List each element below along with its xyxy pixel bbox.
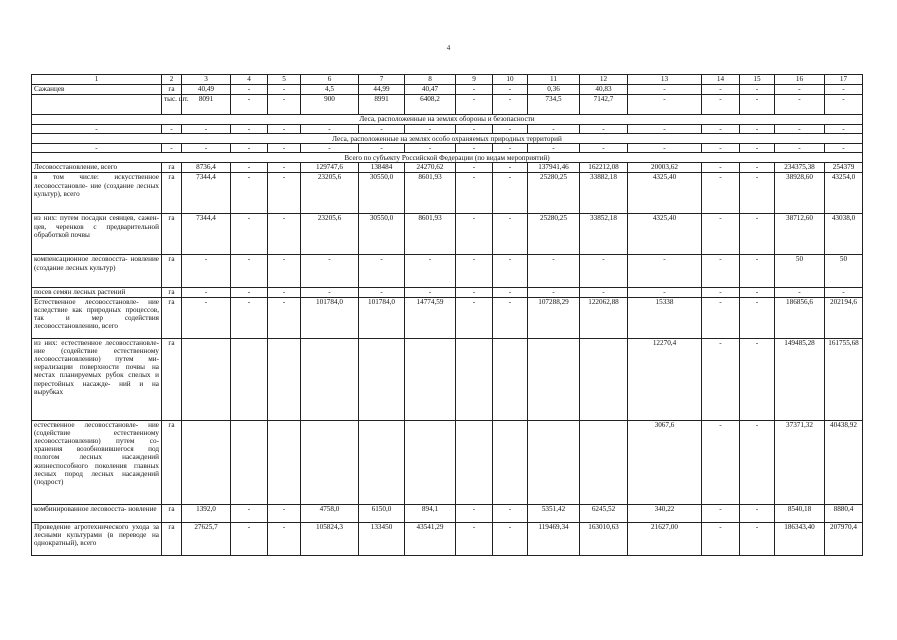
dash-cell: - (775, 144, 825, 153)
value-cell: 138484 (359, 163, 405, 173)
value-cell: - (182, 288, 231, 297)
value-cell: - (493, 288, 528, 297)
row-label: Проведение агротехнического ухода за лесными культурами (в переводе на однократный), всего (32, 522, 162, 555)
value-cell: 43254,0 (825, 173, 863, 214)
dash-cell: - (301, 144, 359, 153)
unit-cell: га (162, 420, 182, 504)
row-label: естественное лесовосстановле- ние (содействие естественному лесовосстановлению) путем со- хранения возобновившегося под пологом лесных насаждений жизнеспособного поколения главных лесных пород лесных насаждений (подрост) (32, 420, 162, 504)
section-title: Леса, расположенные на землях обороны и безопасности (32, 115, 863, 125)
value-cell: - (268, 288, 301, 297)
value-cell: - (528, 288, 580, 297)
value-cell: - (359, 255, 405, 288)
unit-cell: га (162, 338, 182, 420)
row-label: Сажанцев (32, 85, 162, 95)
value-cell: 4325,40 (628, 173, 702, 214)
value-cell: - (456, 163, 493, 173)
value-cell: 50 (825, 255, 863, 288)
value-cell: 25280,25 (528, 214, 580, 255)
value-cell: 8601,93 (405, 214, 456, 255)
value-cell: - (740, 522, 775, 555)
table-body (32, 75, 863, 556)
header-row (32, 75, 863, 85)
value-cell: 1392,0 (182, 504, 231, 522)
value-cell: 14774,59 (405, 297, 456, 338)
value-cell (301, 338, 359, 420)
value-cell: - (182, 255, 231, 288)
value-cell: 254379 (825, 163, 863, 173)
unit-cell: га (162, 297, 182, 338)
value-cell: - (493, 173, 528, 214)
value-cell: 21627,00 (628, 522, 702, 555)
value-cell: 186343,40 (775, 522, 825, 555)
dash-cell: - (405, 144, 456, 153)
section-row-defense (32, 115, 863, 125)
dash-cell: - (405, 125, 456, 134)
dash-cell: - (231, 144, 268, 153)
value-cell: 6408,2 (405, 95, 456, 115)
table-row (32, 163, 863, 173)
value-cell: 105824,3 (301, 522, 359, 555)
value-cell: - (702, 173, 740, 214)
section-row-total (32, 153, 863, 163)
value-cell: 24270,62 (405, 163, 456, 173)
value-cell: 101784,0 (359, 297, 405, 338)
value-cell: - (493, 95, 528, 115)
column-number: 15 (740, 75, 775, 85)
dash-cell: - (268, 144, 301, 153)
dash-cell: - (628, 144, 702, 153)
section-title: Всего по субъекту Российской Федерации (по видам мероприятий) (32, 153, 863, 163)
value-cell: - (740, 214, 775, 255)
value-cell: - (268, 297, 301, 338)
value-cell (580, 338, 628, 420)
dash-cell: - (456, 144, 493, 153)
value-cell: 5351,42 (528, 504, 580, 522)
column-number: 3 (182, 75, 231, 85)
dash-cell: - (32, 144, 162, 153)
value-cell: 186856,6 (775, 297, 825, 338)
value-cell: - (456, 255, 493, 288)
value-cell: - (268, 95, 301, 115)
value-cell: - (702, 288, 740, 297)
value-cell: 40,47 (405, 85, 456, 95)
value-cell (182, 338, 231, 420)
dash-cell: - (301, 125, 359, 134)
value-cell (405, 338, 456, 420)
value-cell: 7142,7 (580, 95, 628, 115)
value-cell: - (301, 255, 359, 288)
value-cell: 43038,0 (825, 214, 863, 255)
value-cell: 25280,25 (528, 173, 580, 214)
column-number: 14 (702, 75, 740, 85)
unit-cell: га (162, 255, 182, 288)
value-cell: - (702, 95, 740, 115)
value-cell: 30550,0 (359, 214, 405, 255)
value-cell: - (740, 504, 775, 522)
value-cell: 4,5 (301, 85, 359, 95)
column-number: 9 (456, 75, 493, 85)
table-row-empty (32, 125, 863, 134)
value-cell: - (405, 288, 456, 297)
value-cell: 8880,4 (825, 504, 863, 522)
value-cell (580, 420, 628, 504)
value-cell: - (775, 85, 825, 95)
unit-cell: га (162, 522, 182, 555)
dash-cell: - (359, 125, 405, 134)
table-row (32, 95, 863, 115)
dash-cell: - (493, 125, 528, 134)
value-cell: - (702, 504, 740, 522)
value-cell: 7344,4 (182, 214, 231, 255)
value-cell: 33882,18 (580, 173, 628, 214)
value-cell (456, 420, 493, 504)
value-cell: - (825, 95, 863, 115)
value-cell: - (702, 85, 740, 95)
value-cell (493, 338, 528, 420)
value-cell: 122062,88 (580, 297, 628, 338)
dash-cell: - (162, 144, 182, 153)
value-cell: - (528, 255, 580, 288)
value-cell: 30550,0 (359, 173, 405, 214)
value-cell: - (231, 163, 268, 173)
value-cell: 8601,93 (405, 173, 456, 214)
value-cell (405, 420, 456, 504)
value-cell: 40,49 (182, 85, 231, 95)
unit-cell: га (162, 163, 182, 173)
value-cell: - (268, 173, 301, 214)
value-cell: 15338 (628, 297, 702, 338)
dash-cell: - (456, 125, 493, 134)
value-cell: 44,99 (359, 85, 405, 95)
value-cell: 6245,52 (580, 504, 628, 522)
unit-cell: га (162, 288, 182, 297)
value-cell: 40,83 (580, 85, 628, 95)
value-cell: 101784,0 (301, 297, 359, 338)
value-cell: 8991 (359, 95, 405, 115)
value-cell: - (231, 95, 268, 115)
column-number: 2 (162, 75, 182, 85)
value-cell: - (268, 85, 301, 95)
section-title: Леса, расположенные на землях особо охраняемых природных территорий (32, 134, 863, 144)
value-cell: - (493, 85, 528, 95)
dash-cell: - (528, 125, 580, 134)
value-cell: 4325,40 (628, 214, 702, 255)
column-number: 16 (775, 75, 825, 85)
table-row (32, 420, 863, 504)
value-cell: - (740, 163, 775, 173)
value-cell (528, 338, 580, 420)
dash-cell: - (182, 125, 231, 134)
dash-cell: - (359, 144, 405, 153)
value-cell (182, 420, 231, 504)
row-label: компенсационное лесовосста- новление (создание лесных культур) (32, 255, 162, 288)
value-cell: - (182, 297, 231, 338)
value-cell: 207970,4 (825, 522, 863, 555)
row-label: Лесовосстановление, всего (32, 163, 162, 173)
table-row (32, 85, 863, 95)
value-cell: - (456, 95, 493, 115)
value-cell: 202194,6 (825, 297, 863, 338)
value-cell: 0,36 (528, 85, 580, 95)
value-cell: 38928,60 (775, 173, 825, 214)
value-cell: - (405, 255, 456, 288)
value-cell (268, 338, 301, 420)
value-cell: 161755,68 (825, 338, 863, 420)
value-cell: - (268, 163, 301, 173)
value-cell: - (702, 297, 740, 338)
value-cell (359, 420, 405, 504)
value-cell: 23205,6 (301, 214, 359, 255)
dash-cell: - (825, 125, 863, 134)
value-cell: 8736,4 (182, 163, 231, 173)
dash-cell: - (628, 125, 702, 134)
value-cell: 234375,38 (775, 163, 825, 173)
table-row (32, 522, 863, 555)
column-number: 1 (32, 75, 162, 85)
column-number: 12 (580, 75, 628, 85)
value-cell: 133450 (359, 522, 405, 555)
value-cell: - (702, 163, 740, 173)
value-cell: 4758,0 (301, 504, 359, 522)
value-cell: - (456, 173, 493, 214)
dash-cell: - (702, 144, 740, 153)
data-table (31, 74, 863, 556)
value-cell: 8540,18 (775, 504, 825, 522)
value-cell: 6150,0 (359, 504, 405, 522)
table-row (32, 214, 863, 255)
unit-cell: га (162, 504, 182, 522)
value-cell: 33852,18 (580, 214, 628, 255)
row-label: в том числе: искусственное лесовосстановле- ние (создание лесных культур), всего (32, 173, 162, 214)
value-cell: - (359, 288, 405, 297)
value-cell: - (740, 173, 775, 214)
value-cell (493, 420, 528, 504)
value-cell: 119469,34 (528, 522, 580, 555)
value-cell: - (456, 522, 493, 555)
dash-cell: - (182, 144, 231, 153)
value-cell: - (456, 504, 493, 522)
value-cell: - (493, 163, 528, 173)
value-cell: 43541,29 (405, 522, 456, 555)
value-cell: - (702, 420, 740, 504)
value-cell: 734,5 (528, 95, 580, 115)
table-row (32, 255, 863, 288)
value-cell (301, 420, 359, 504)
value-cell: - (268, 214, 301, 255)
value-cell: - (702, 338, 740, 420)
value-cell: 894,1 (405, 504, 456, 522)
column-number: 13 (628, 75, 702, 85)
value-cell: - (775, 288, 825, 297)
value-cell: - (231, 522, 268, 555)
row-label (32, 95, 162, 115)
value-cell: 37371,32 (775, 420, 825, 504)
value-cell: 12270,4 (628, 338, 702, 420)
column-number: 7 (359, 75, 405, 85)
value-cell (231, 420, 268, 504)
value-cell: - (740, 288, 775, 297)
column-number: 10 (493, 75, 528, 85)
value-cell: - (825, 288, 863, 297)
value-cell: 7344,4 (182, 173, 231, 214)
value-cell: - (231, 173, 268, 214)
value-cell: - (231, 504, 268, 522)
value-cell: 38712,60 (775, 214, 825, 255)
value-cell: - (231, 214, 268, 255)
value-cell (359, 338, 405, 420)
table-row (32, 173, 863, 214)
value-cell: - (740, 85, 775, 95)
value-cell: - (456, 297, 493, 338)
value-cell: - (740, 255, 775, 288)
value-cell: - (268, 504, 301, 522)
value-cell: 900 (301, 95, 359, 115)
dash-cell: - (162, 125, 182, 134)
value-cell: - (580, 255, 628, 288)
dash-cell: - (775, 125, 825, 134)
value-cell (231, 338, 268, 420)
value-cell: - (456, 85, 493, 95)
value-cell: - (628, 85, 702, 95)
value-cell: - (628, 288, 702, 297)
value-cell: 27625,7 (182, 522, 231, 555)
row-label: из них: путем посадки сеянцев, сажен- цев, черенков с предварительной обработкой почвы (32, 214, 162, 255)
dash-cell: - (580, 144, 628, 153)
value-cell: 40438,92 (825, 420, 863, 504)
table-row (32, 338, 863, 420)
value-cell: - (493, 522, 528, 555)
row-label: Естественное лесовосстановле- ние вследствие как природных процессов, так и мер содействия лесовосстановлению, всего (32, 297, 162, 338)
unit-cell: га (162, 85, 182, 95)
dash-cell: - (528, 144, 580, 153)
value-cell: - (702, 522, 740, 555)
value-cell: - (268, 522, 301, 555)
value-cell: - (268, 255, 301, 288)
value-cell: 129747,6 (301, 163, 359, 173)
value-cell: - (775, 95, 825, 115)
table-row (32, 288, 863, 297)
value-cell: 23205,6 (301, 173, 359, 214)
table-row (32, 504, 863, 522)
section-row-protected (32, 134, 863, 144)
value-cell: - (456, 288, 493, 297)
table-row (32, 297, 863, 338)
value-cell: - (825, 85, 863, 95)
dash-cell: - (493, 144, 528, 153)
value-cell: - (740, 420, 775, 504)
value-cell: - (231, 85, 268, 95)
unit-cell: га (162, 173, 182, 214)
dash-cell: - (268, 125, 301, 134)
dash-cell: - (702, 125, 740, 134)
dash-cell: - (231, 125, 268, 134)
value-cell: - (628, 95, 702, 115)
value-cell: 137941,46 (528, 163, 580, 173)
row-label: посев семян лесных растений (32, 288, 162, 297)
value-cell: 20003,62 (628, 163, 702, 173)
value-cell: - (301, 288, 359, 297)
dash-cell: - (580, 125, 628, 134)
value-cell: 3067,6 (628, 420, 702, 504)
column-number: 5 (268, 75, 301, 85)
row-label: комбинированное лесовосста- новление (32, 504, 162, 522)
value-cell: - (702, 214, 740, 255)
value-cell (528, 420, 580, 504)
row-label: из них: естественное лесовосстановле- ние (содействие естественному лесовосстановлению) путем ми- нерализации поверхности почвы на местах планируемых рубок спелых и перестойных насажде- ний и на вырубках (32, 338, 162, 420)
dash-cell: - (825, 144, 863, 153)
value-cell: 149485,28 (775, 338, 825, 420)
page-number: 4 (446, 44, 451, 52)
dash-cell: - (740, 144, 775, 153)
value-cell: 162212,08 (580, 163, 628, 173)
value-cell: - (493, 297, 528, 338)
value-cell (456, 338, 493, 420)
value-cell: - (493, 255, 528, 288)
value-cell: - (580, 288, 628, 297)
table-row-empty (32, 144, 863, 153)
column-number: 4 (231, 75, 268, 85)
value-cell: 50 (775, 255, 825, 288)
value-cell: - (702, 255, 740, 288)
column-number: 17 (825, 75, 863, 85)
value-cell: - (456, 214, 493, 255)
value-cell: - (231, 255, 268, 288)
value-cell: 107288,29 (528, 297, 580, 338)
column-number: 11 (528, 75, 580, 85)
column-number: 6 (301, 75, 359, 85)
value-cell: 8091 (182, 95, 231, 115)
value-cell: 163010,63 (580, 522, 628, 555)
value-cell: - (740, 95, 775, 115)
value-cell: - (740, 338, 775, 420)
unit-cell: га (162, 214, 182, 255)
column-number: 8 (405, 75, 456, 85)
value-cell: - (740, 297, 775, 338)
value-cell: - (493, 214, 528, 255)
value-cell (268, 420, 301, 504)
value-cell: 340,22 (628, 504, 702, 522)
value-cell: - (231, 297, 268, 338)
dash-cell: - (32, 125, 162, 134)
unit-cell: тыс. шт. (162, 95, 182, 115)
value-cell: - (628, 255, 702, 288)
value-cell: - (231, 288, 268, 297)
dash-cell: - (740, 125, 775, 134)
value-cell: - (493, 504, 528, 522)
